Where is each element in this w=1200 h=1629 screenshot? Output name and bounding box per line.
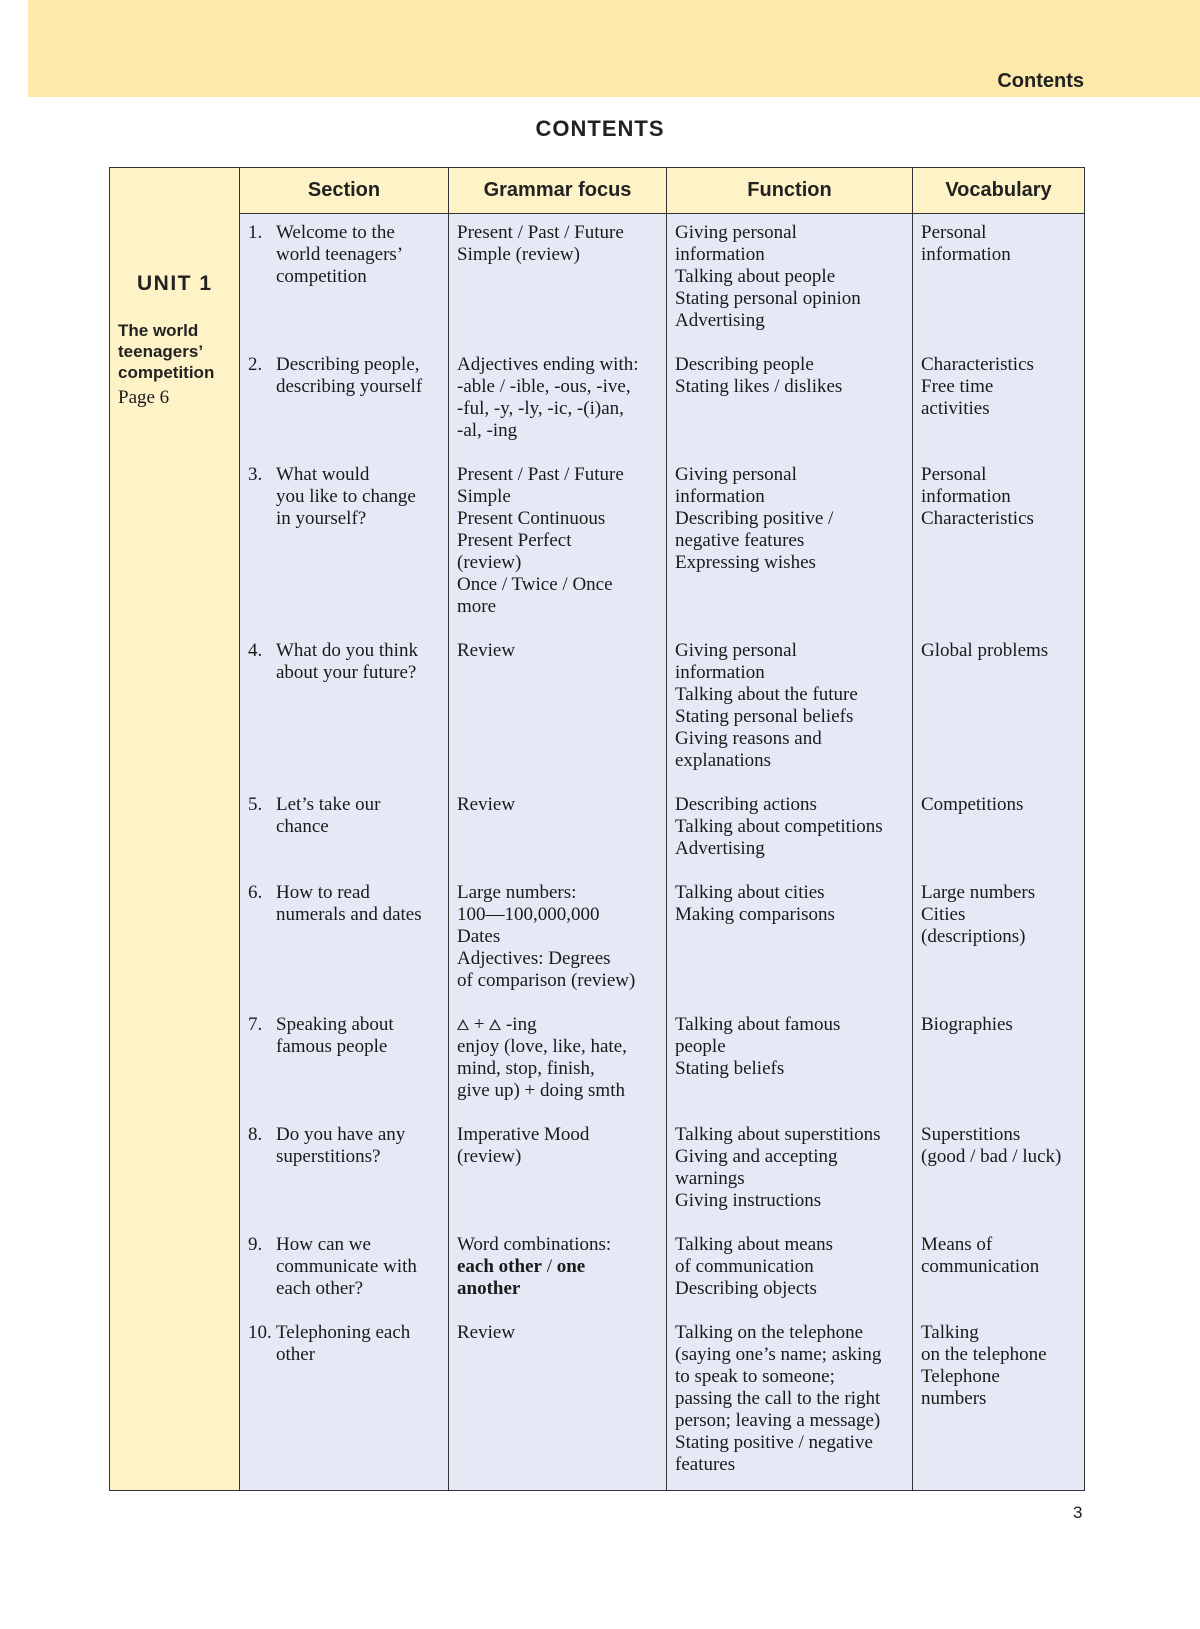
vocabulary-line: activities (921, 398, 990, 419)
column-header-section: Section (240, 168, 449, 214)
function-cell (667, 1314, 913, 1491)
vocabulary-line: Cities (921, 904, 966, 925)
table-row (110, 1006, 1085, 1116)
section-cell (240, 632, 449, 786)
vocabulary-cell (913, 874, 1085, 1006)
section-line: Describing people, (276, 354, 420, 375)
section-line: each other? (276, 1278, 364, 1299)
function-cell (667, 346, 913, 456)
grammar-line: 100—100,000,000 (457, 904, 600, 925)
section-number: 9. (248, 1234, 263, 1255)
section-line: Let’s take our (276, 794, 381, 815)
section-cell (240, 346, 449, 456)
function-line: Talking about competitions (675, 816, 883, 837)
grammar-line: Review (457, 640, 516, 661)
function-line: Advertising (675, 310, 765, 331)
grammar-cell (449, 1226, 667, 1314)
section-line: Welcome to the (276, 222, 395, 243)
section-line: you like to change (276, 486, 416, 507)
section-title (276, 464, 444, 530)
vocabulary-cell (913, 786, 1085, 874)
section-entry (248, 464, 444, 530)
vocabulary-cell (913, 1116, 1085, 1226)
section-title (276, 222, 444, 288)
column-header-vocabulary: Vocabulary (913, 168, 1085, 214)
page-number: 3 (1073, 1503, 1083, 1522)
section-line: describing yourself (276, 376, 423, 397)
section-cell (240, 1314, 449, 1491)
table-row (110, 1116, 1085, 1226)
section-title (276, 1322, 444, 1366)
section-line: numerals and dates (276, 904, 422, 925)
grammar-line: Word combinations: (457, 1234, 612, 1255)
function-line: Stating positive / negative (675, 1432, 873, 1453)
header-row (110, 168, 1085, 214)
grammar-cell (449, 1314, 667, 1491)
function-line: negative features (675, 530, 805, 551)
triangle-icon (489, 1019, 501, 1030)
section-number: 3. (248, 464, 263, 485)
section-line: How to read (276, 882, 370, 903)
vocabulary-cell (913, 456, 1085, 632)
section-line: Do you have any (276, 1124, 406, 1145)
function-line: to speak to someone; (675, 1366, 835, 1387)
section-cell (240, 456, 449, 632)
section-title (276, 640, 444, 684)
section-title (276, 882, 444, 926)
section-entry (248, 1014, 444, 1058)
grammar-line (457, 1278, 662, 1300)
vocabulary-line: Talking (921, 1322, 979, 1343)
function-line: passing the call to the right (675, 1388, 881, 1409)
function-line: people (675, 1036, 726, 1057)
grammar-line: of comparison (review) (457, 970, 636, 991)
function-line: Giving personal (675, 464, 797, 485)
function-line: Giving instructions (675, 1190, 822, 1211)
section-cell (240, 874, 449, 1006)
function-cell (667, 1116, 913, 1226)
function-line: Talking about famous (675, 1014, 841, 1035)
function-line: Stating likes / dislikes (675, 376, 843, 397)
section-title (276, 1234, 444, 1300)
function-line: Giving reasons and (675, 728, 822, 749)
vocabulary-line: Competitions (921, 794, 1024, 815)
section-cell (240, 1116, 449, 1226)
vocabulary-line: Biographies (921, 1014, 1013, 1035)
function-line: Making comparisons (675, 904, 835, 925)
grammar-line: give up) + doing smth (457, 1080, 625, 1101)
vocabulary-line: Characteristics (921, 508, 1034, 529)
section-entry (248, 1322, 444, 1366)
function-line: Talking on the telephone (675, 1322, 864, 1343)
function-cell (667, 632, 913, 786)
vocabulary-line: Personal (921, 222, 987, 243)
function-line: Describing positive / (675, 508, 834, 529)
function-line: Talking about means (675, 1234, 834, 1255)
vocabulary-line: communication (921, 1256, 1040, 1277)
section-line: competition (276, 266, 367, 287)
function-line: Giving personal (675, 222, 797, 243)
function-line: Advertising (675, 838, 765, 859)
grammar-line: more (457, 596, 497, 617)
running-header: Contents (997, 70, 1084, 92)
vocabulary-line: Free time (921, 376, 994, 397)
section-number: 1. (248, 222, 263, 243)
vocabulary-line: on the telephone (921, 1344, 1047, 1365)
section-cell (240, 786, 449, 874)
section-number: 6. (248, 882, 263, 903)
grammar-line: -al, -ing (457, 420, 518, 441)
table-row (110, 874, 1085, 1006)
vocabulary-line: Telephone (921, 1366, 1000, 1387)
function-line: (saying one’s name; asking (675, 1344, 882, 1365)
grammar-line: mind, stop, finish, (457, 1058, 595, 1079)
vocabulary-line: Characteristics (921, 354, 1034, 375)
page-title: CONTENTS (535, 116, 665, 141)
section-title (276, 794, 444, 838)
section-number: 7. (248, 1014, 263, 1035)
table-row (110, 632, 1085, 786)
section-line: famous people (276, 1036, 388, 1057)
vocabulary-line: Means of (921, 1234, 993, 1255)
vocabulary-cell (913, 1226, 1085, 1314)
vocabulary-line: (descriptions) (921, 926, 1026, 947)
grammar-line: enjoy (love, like, hate, (457, 1036, 627, 1057)
section-line: What do you think (276, 640, 418, 661)
section-line: How can we (276, 1234, 371, 1255)
table-row (110, 214, 1085, 347)
grammar-line: Review (457, 794, 516, 815)
grammar-bold-term: another (457, 1278, 521, 1299)
grammar-bold-term: each other (457, 1256, 542, 1277)
unit-subtitle-line: The world (118, 320, 199, 340)
vocabulary-cell (913, 214, 1085, 347)
unit-subtitle-line: teenagers’ (118, 341, 204, 361)
vocabulary-line: Superstitions (921, 1124, 1021, 1145)
section-number: 4. (248, 640, 263, 661)
function-line: Describing people (675, 354, 814, 375)
section-cell (240, 214, 449, 347)
corner-cell (110, 168, 240, 214)
function-cell (667, 1226, 913, 1314)
triangle-icon (457, 1019, 469, 1030)
function-line: information (675, 486, 765, 507)
vocabulary-line: Global problems (921, 640, 1049, 661)
vocabulary-cell (913, 632, 1085, 786)
function-line: features (675, 1454, 736, 1475)
grammar-line: (review) (457, 552, 522, 573)
grammar-line: Present / Past / Future (457, 222, 624, 243)
grammar-line: Once / Twice / Once (457, 574, 613, 595)
grammar-cell (449, 456, 667, 632)
table-body (110, 214, 1085, 1491)
grammar-line: Imperative Mood (457, 1124, 590, 1145)
function-cell (667, 456, 913, 632)
section-entry (248, 354, 444, 398)
grammar-line: Present Continuous (457, 508, 606, 529)
section-title (276, 354, 444, 398)
section-line: world teenagers’ (276, 244, 404, 265)
function-line: Talking about superstitions (675, 1124, 881, 1145)
function-line: information (675, 244, 765, 265)
grammar-suffix: -ing (505, 1014, 537, 1035)
grammar-line: -able / -ible, -ous, -ive, (457, 376, 631, 397)
grammar-cell (449, 632, 667, 786)
grammar-line: (review) (457, 1146, 522, 1167)
table-row (110, 786, 1085, 874)
function-line: of communication (675, 1256, 814, 1277)
grammar-cell (449, 214, 667, 347)
section-entry (248, 1124, 444, 1168)
function-line: Describing objects (675, 1278, 817, 1299)
section-line: What would (276, 464, 370, 485)
section-entry (248, 882, 444, 926)
grammar-line: -ful, -y, -ly, -ic, -(i)an, (457, 398, 624, 419)
function-cell (667, 786, 913, 874)
section-line: about your future? (276, 662, 417, 683)
vocabulary-line: (good / bad / luck) (921, 1146, 1062, 1167)
section-title (276, 1014, 444, 1058)
grammar-line (457, 1256, 662, 1278)
grammar-line: Dates (457, 926, 501, 947)
vocabulary-line: Large numbers (921, 882, 1036, 903)
section-number: 5. (248, 794, 263, 815)
section-line: chance (276, 816, 329, 837)
function-line: Talking about people (675, 266, 836, 287)
function-cell (667, 1006, 913, 1116)
grammar-bold-term: one (556, 1256, 586, 1277)
grammar-line: Simple (457, 486, 511, 507)
vocabulary-line: numbers (921, 1388, 987, 1409)
function-line: warnings (675, 1168, 745, 1189)
section-entry (248, 794, 444, 838)
section-entry (248, 222, 444, 288)
grammar-cell (449, 1116, 667, 1226)
function-line: Expressing wishes (675, 552, 816, 573)
section-line: communicate with (276, 1256, 417, 1277)
function-line: explanations (675, 750, 772, 771)
table-row (110, 1314, 1085, 1491)
grammar-line: Simple (review) (457, 244, 580, 265)
table-row (110, 1226, 1085, 1314)
function-line: Talking about the future (675, 684, 858, 705)
grammar-line: Review (457, 1322, 516, 1343)
function-cell (667, 214, 913, 347)
vocabulary-cell (913, 1006, 1085, 1116)
unit-subtitle (118, 320, 239, 383)
section-entry (248, 1234, 444, 1300)
section-title (276, 1124, 444, 1168)
section-number: 2. (248, 354, 263, 375)
vocabulary-cell (913, 1314, 1085, 1491)
vocabulary-line: information (921, 244, 1011, 265)
function-line: Stating beliefs (675, 1058, 785, 1079)
column-header-grammar: Grammar focus (449, 168, 667, 214)
grammar-separator: / (541, 1256, 557, 1277)
unit-cell (110, 214, 240, 1491)
function-cell (667, 874, 913, 1006)
table-row (110, 346, 1085, 456)
vocabulary-line: information (921, 486, 1011, 507)
table-row (110, 456, 1085, 632)
grammar-cell (449, 874, 667, 1006)
column-header-function: Function (667, 168, 913, 214)
grammar-line: Present / Past / Future (457, 464, 624, 485)
section-line: in yourself? (276, 508, 367, 529)
grammar-line: Present Perfect (457, 530, 572, 551)
function-line: Giving and accepting (675, 1146, 838, 1167)
unit-subtitle-line: competition (118, 362, 215, 382)
section-line: Telephoning each (276, 1322, 411, 1343)
section-cell (240, 1006, 449, 1116)
grammar-line: Adjectives ending with: (457, 354, 639, 375)
section-entry (248, 640, 444, 684)
grammar-line: Large numbers: (457, 882, 577, 903)
function-line: information (675, 662, 765, 683)
section-number: 10. (248, 1322, 272, 1343)
function-line: Talking about cities (675, 882, 825, 903)
grammar-line (457, 1014, 662, 1036)
section-cell (240, 1226, 449, 1314)
function-line: Giving personal (675, 640, 797, 661)
grammar-operator: + (473, 1014, 485, 1035)
grammar-line: Adjectives: Degrees (457, 948, 611, 969)
grammar-cell (449, 1006, 667, 1116)
grammar-cell (449, 786, 667, 874)
function-line: Stating personal opinion (675, 288, 861, 309)
section-line: Speaking about (276, 1014, 394, 1035)
vocabulary-line: Personal (921, 464, 987, 485)
grammar-cell (449, 346, 667, 456)
unit-page-ref: Page 6 (118, 386, 170, 408)
vocabulary-cell (913, 346, 1085, 456)
function-line: Stating personal beliefs (675, 706, 854, 727)
section-line: other (276, 1344, 316, 1365)
unit-title: UNIT 1 (137, 271, 213, 295)
function-line: Describing actions (675, 794, 817, 815)
section-number: 8. (248, 1124, 263, 1145)
contents-table (109, 167, 1085, 1491)
function-line: person; leaving a message) (675, 1410, 881, 1431)
section-line: superstitions? (276, 1146, 381, 1167)
